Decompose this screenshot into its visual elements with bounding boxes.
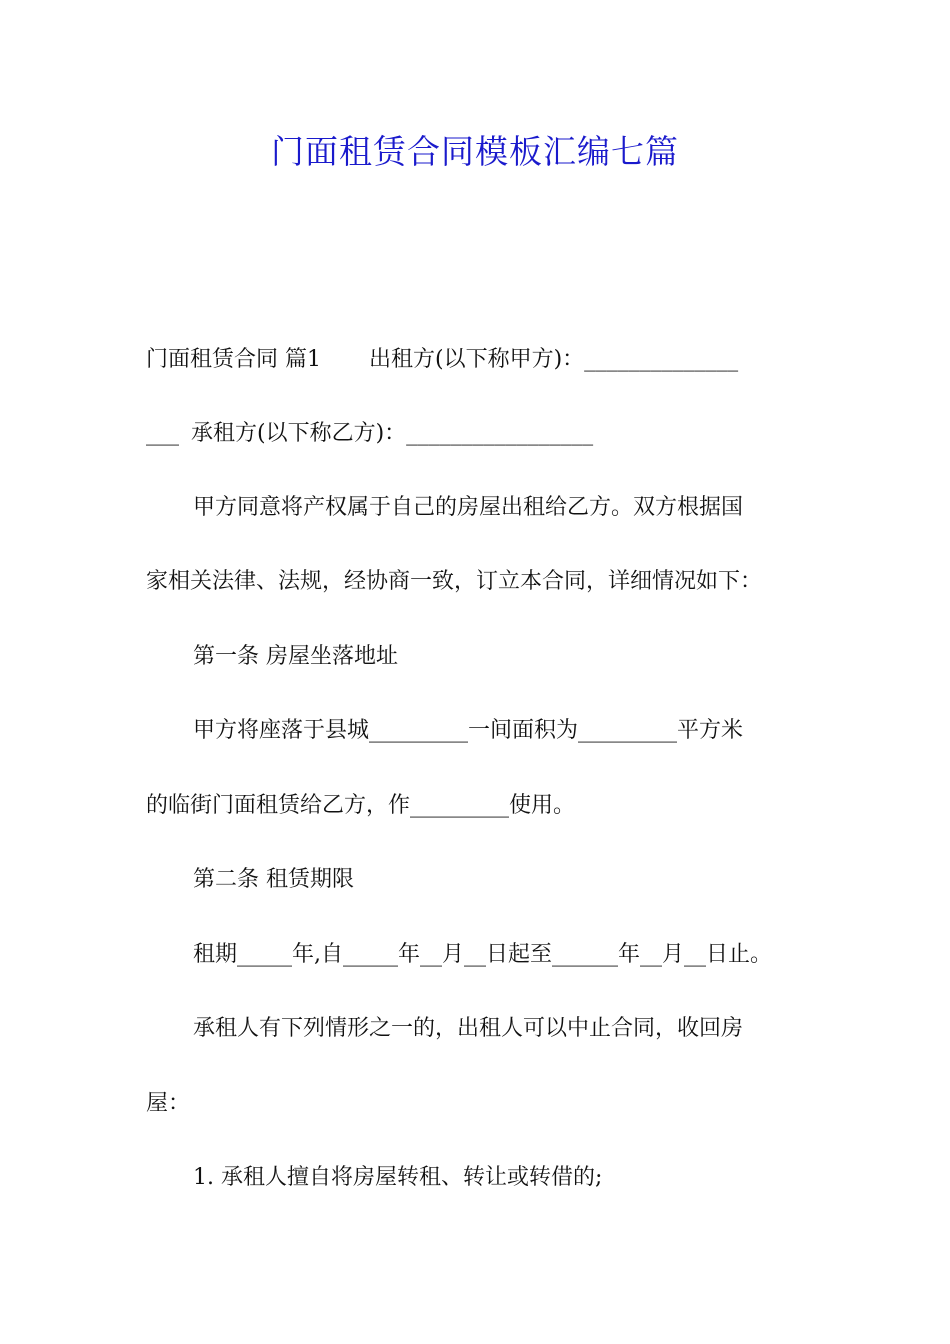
paragraph-line: 屋： [146, 1091, 191, 1116]
paragraph-line: 甲方将座落于县城_________一间面积为_________平方米 [193, 718, 744, 743]
paragraph-line: 甲方同意将产权属于自己的房屋出租给乙方。双方根据国 [193, 495, 744, 520]
article-heading: 第一条 房屋坐落地址 [193, 644, 398, 669]
lessor-field: 出租方(以下称甲方)：______________ [369, 347, 739, 372]
paragraph-line: 的临街门面租赁给乙方，作_________使用。 [146, 793, 576, 818]
paragraph-line: 租期_____年,自_____年__月__日起至______年__月__日止。 [193, 942, 772, 967]
contract-heading-line [146, 344, 826, 376]
paragraph-line: 家相关法律、法规，经协商一致，订立本合同，详细情况如下： [146, 569, 763, 594]
list-item: 1. 承租人擅自将房屋转租、转让或转借的; [193, 1165, 603, 1190]
contract-number: 门面租赁合同 篇1 [146, 347, 321, 372]
lessor-field-continuation: ___ [146, 421, 179, 446]
paragraph-line: 承租人有下列情形之一的，出租人可以中止合同，收回房 [193, 1016, 744, 1041]
lessee-field: 承租方(以下称乙方)：_________________ [191, 421, 594, 446]
article-heading: 第二条 租赁期限 [193, 867, 354, 892]
document-title: 门面租赁合同模板汇编七篇 [271, 132, 679, 171]
lessee-line [146, 418, 826, 450]
